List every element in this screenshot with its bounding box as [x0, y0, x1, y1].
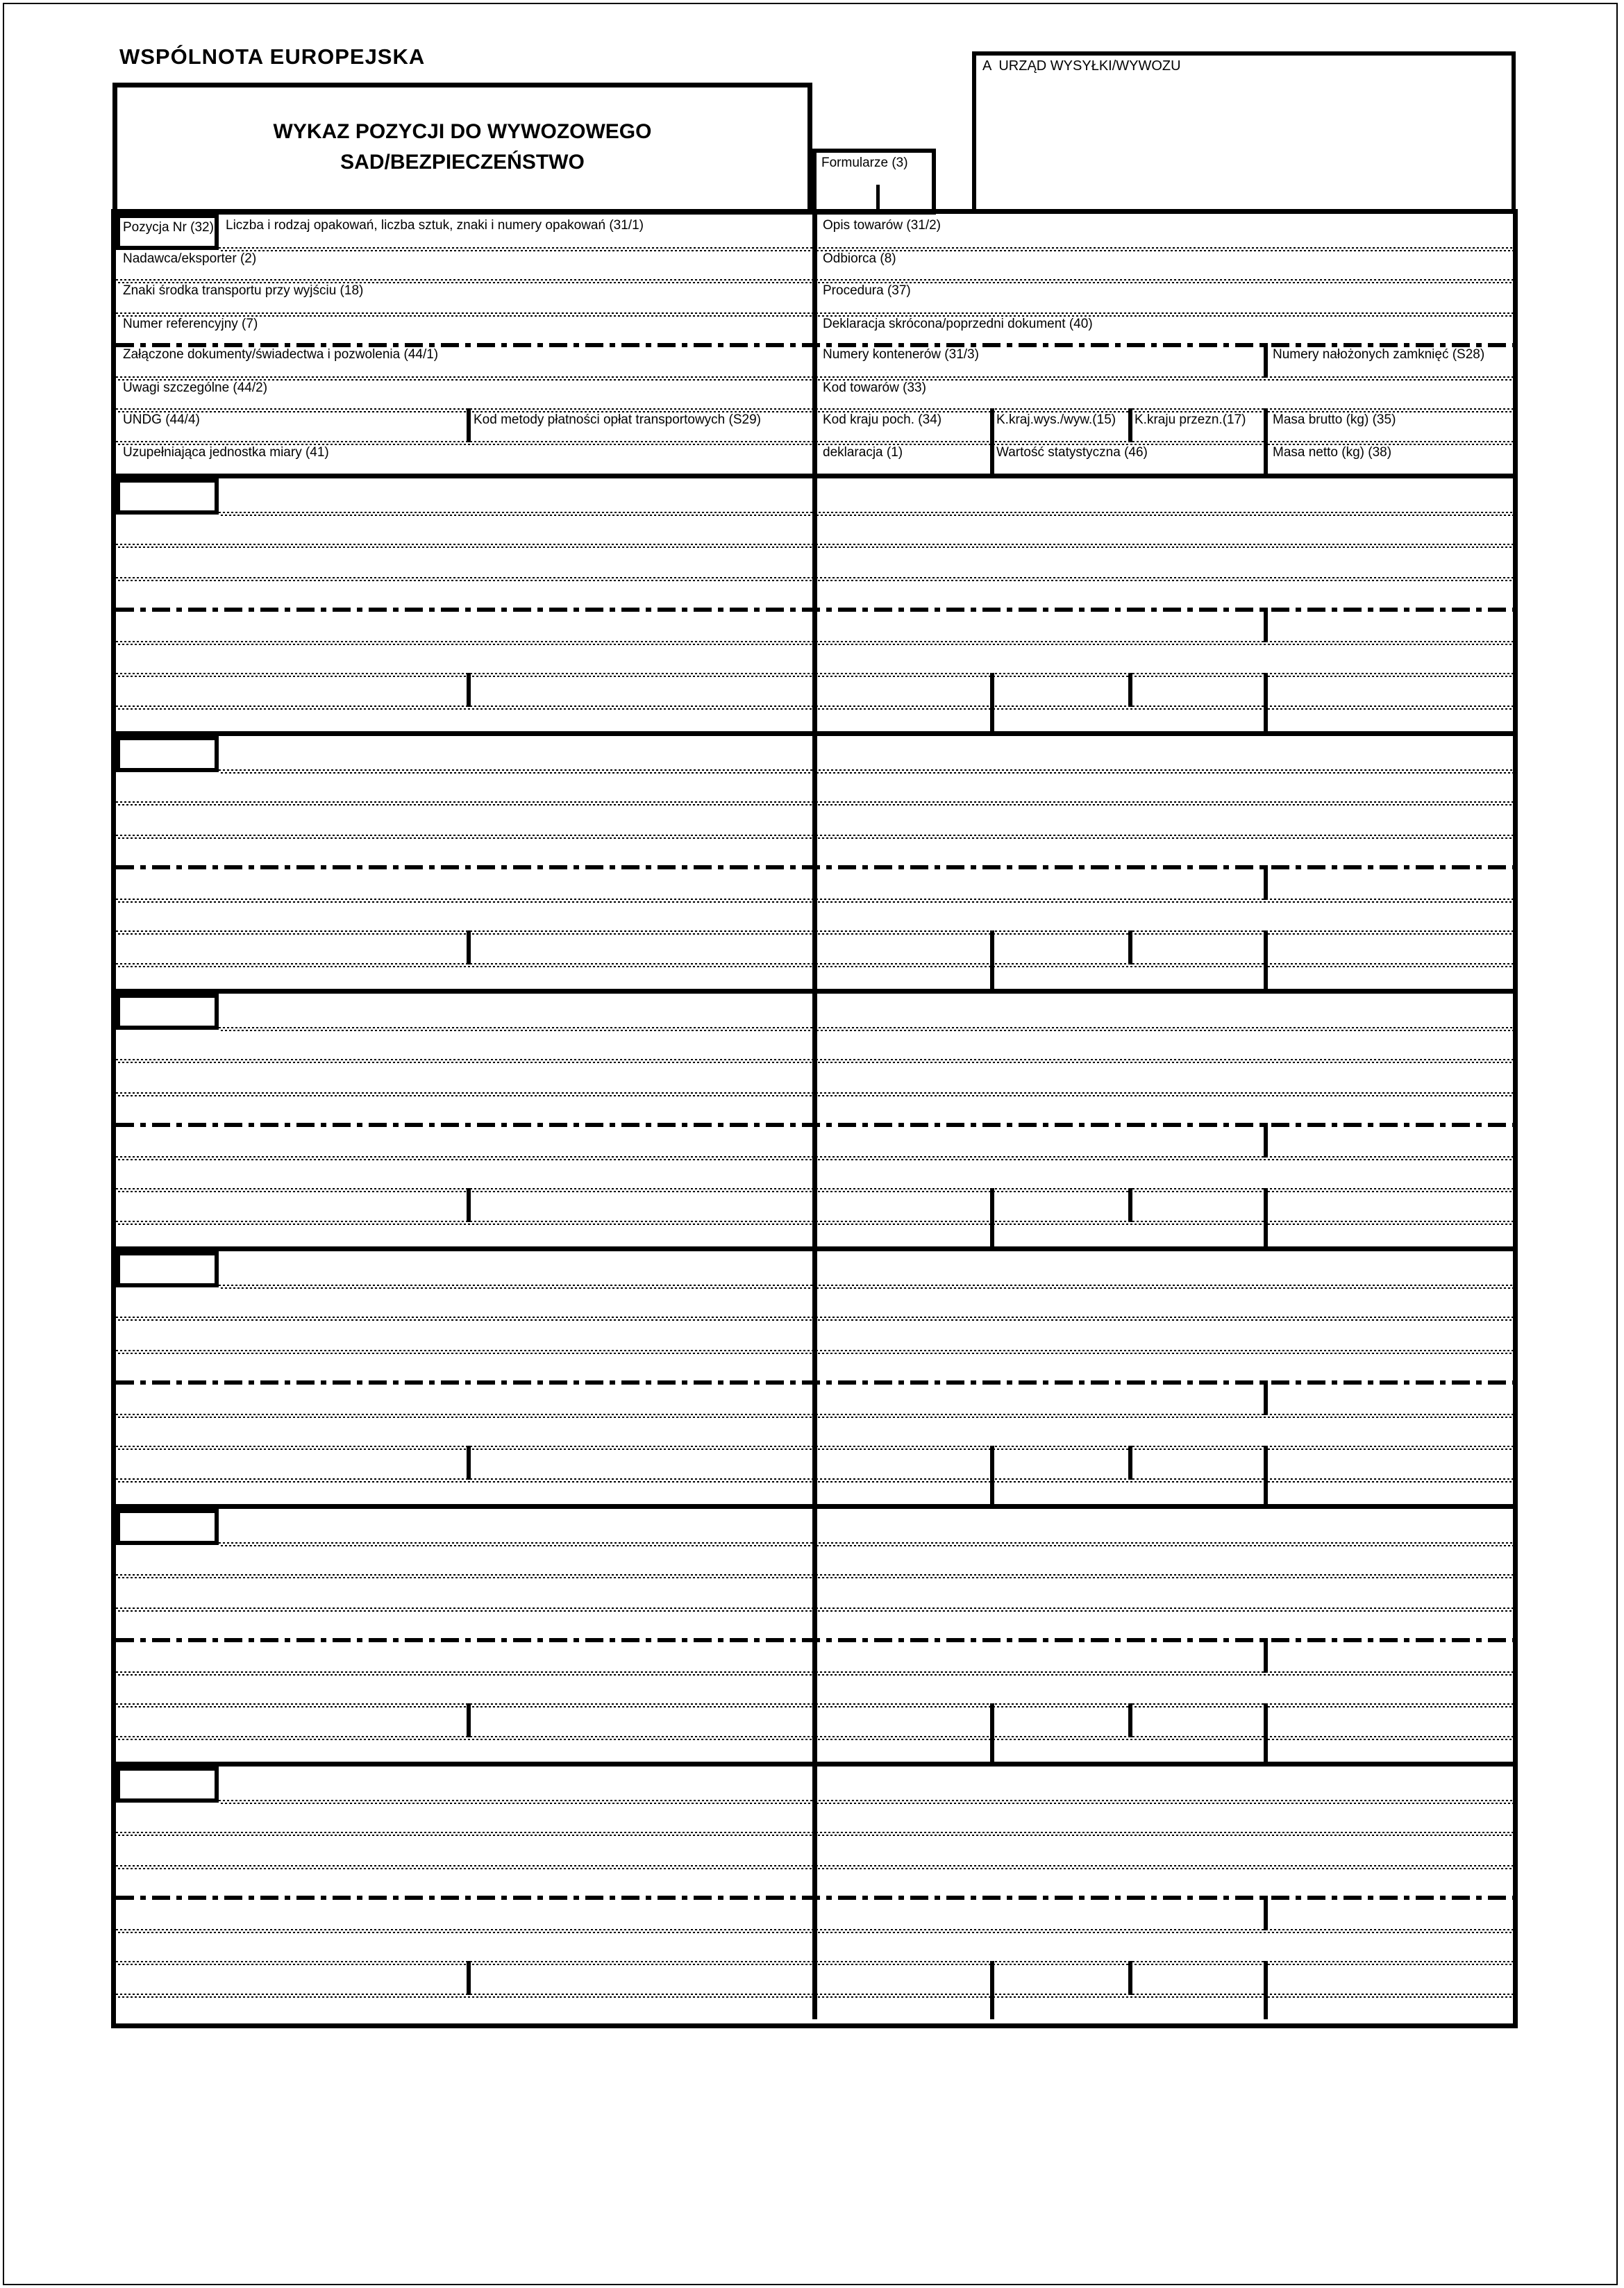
row-separator-dotted: [116, 1608, 1513, 1612]
column-divider-center: [812, 478, 817, 731]
divider-country-dest: [1128, 1961, 1132, 1995]
divider-seals: [1264, 608, 1268, 642]
row-separator-dashdot: [116, 608, 1513, 612]
divider-country-dest: [1128, 1703, 1132, 1737]
row-separator-dotted: [116, 1865, 1513, 1869]
divider-country-origin: [990, 1446, 994, 1504]
row-separator-dotted: [219, 512, 1513, 516]
item-block: [116, 1246, 1513, 1504]
divider-payment-method: [467, 408, 471, 442]
row-separator-dotted: [116, 801, 1513, 805]
row-separator-dotted: [116, 835, 1513, 839]
divider-mass: [1264, 1446, 1268, 1504]
row-separator-dotted: [219, 1285, 1513, 1289]
divider-payment-method: [467, 673, 471, 707]
label-masa-netto: Masa netto (kg) (38): [1273, 445, 1392, 460]
community-title: WSPÓLNOTA EUROPEJSKA: [119, 44, 426, 69]
divider-mass: [1264, 1703, 1268, 1762]
label-masa-brutto: Masa brutto (kg) (35): [1273, 412, 1396, 427]
divider-payment-method: [467, 930, 471, 965]
formularze-label: Formularze (3): [821, 156, 908, 170]
label-procedura: Procedura (37): [823, 283, 911, 298]
label-odbiorca: Odbiorca (8): [823, 251, 896, 266]
divider-payment-method: [467, 1188, 471, 1222]
formularze-cell-divider: [876, 185, 880, 210]
label-nadawca: Nadawca/eksporter (2): [123, 251, 257, 266]
row-separator-dashdot: [116, 1380, 1513, 1385]
items-table: [111, 209, 1518, 2028]
row-separator-dotted: [116, 1574, 1513, 1578]
row-separator-dotted: [116, 673, 1513, 677]
item-pozycja-nr-box: [116, 1251, 219, 1287]
dispatch-office-box: [972, 51, 1516, 214]
item-block: [116, 731, 1513, 989]
row-separator-dotted: [116, 1156, 1513, 1160]
label-uwagi-szczegolne: Uwagi szczególne (44/2): [123, 381, 268, 395]
row-separator-dotted: [116, 1703, 1513, 1707]
row-separator-dotted: [116, 1961, 1513, 1965]
header-block: [116, 214, 1513, 474]
divider-country-origin: [990, 408, 994, 474]
row-separator-dotted: [219, 1800, 1513, 1804]
label-zalaczone-dokumenty: Załączone dokumenty/świadectwa i pozwolenia (44/1): [123, 347, 439, 362]
pozycja-nr-box: [116, 214, 219, 250]
label-deklaracja: deklaracja (1): [823, 445, 903, 460]
form-title-line2: SAD/BEZPIECZEŃSTWO: [340, 151, 585, 174]
form-title-line1: WYKAZ POZYCJI DO WYWOZOWEGO: [273, 120, 652, 143]
divider-mass: [1264, 673, 1268, 731]
row-separator-dotted: [116, 1059, 1513, 1063]
row-separator-dotted: [116, 1414, 1513, 1418]
divider-seals: [1264, 343, 1268, 378]
divider-country-dest: [1128, 673, 1132, 707]
row-separator-dashdot: [116, 865, 1513, 869]
row-separator-dotted: [116, 544, 1513, 548]
row-separator-dotted: [116, 312, 1513, 317]
item-blocks-container: [116, 474, 1513, 2019]
row-separator-dotted: [116, 930, 1513, 935]
label-deklaracja-skrocona: Deklaracja skrócona/poprzedni dokument (40): [823, 317, 1093, 331]
item-pozycja-nr-box: [116, 736, 219, 772]
item-pozycja-nr-box: [116, 1767, 219, 1803]
row-separator-dotted: [116, 1446, 1513, 1450]
divider-country-dest: [1128, 1446, 1132, 1480]
row-separator-dotted: [116, 577, 1513, 581]
row-separator-dotted: [116, 376, 1513, 381]
dispatch-office-label: A URZĄD WYSYŁKI/WYWOZU: [982, 58, 1181, 74]
column-divider-center: [812, 994, 817, 1246]
label-znaki-transportu: Znaki środka transportu przy wyjściu (18): [123, 283, 364, 298]
column-divider-center: [812, 1251, 817, 1504]
row-separator-dotted: [116, 1478, 1513, 1483]
label-wartosc-statystyczna: Wartość statystyczna (46): [996, 445, 1148, 460]
divider-payment-method: [467, 1446, 471, 1480]
row-separator-dotted: [116, 1188, 1513, 1192]
row-separator-dashdot: [116, 1896, 1513, 1900]
label-k-kraju-przezn: K.kraju przezn.(17): [1135, 412, 1246, 427]
label-opis-towarow: Opis towarów (31/2): [823, 218, 941, 233]
row-separator-dotted: [116, 705, 1513, 710]
row-separator-dotted: [116, 1736, 1513, 1740]
row-separator-dotted: [116, 1221, 1513, 1225]
row-separator-dotted: [219, 1027, 1513, 1031]
divider-mass: [1264, 1188, 1268, 1246]
label-kod-metody: Kod metody płatności opłat transportowych (S29): [474, 412, 761, 427]
row-separator-dashdot: [116, 1638, 1513, 1642]
label-uzupelniajaca: Uzupełniająca jednostka miary (41): [123, 445, 329, 460]
divider-seals: [1264, 1638, 1268, 1673]
label-k-kraj-wys: K.kraj.wys./wyw.(15): [996, 412, 1116, 427]
label-numer-referencyjny: Numer referencyjny (7): [123, 317, 258, 331]
row-separator-dotted: [219, 1542, 1513, 1546]
divider-country-origin: [990, 1703, 994, 1762]
label-numery-kontenerow: Numery kontenerów (31/3): [823, 347, 979, 362]
divider-country-origin: [990, 1188, 994, 1246]
divider-country-origin: [990, 1961, 994, 2019]
row-separator-dotted: [116, 1350, 1513, 1354]
column-divider-center: [812, 736, 817, 989]
divider-payment-method: [467, 1703, 471, 1737]
item-block: [116, 474, 1513, 731]
label-numery-zamkniec: Numery nałożonych zamknięć (S28): [1273, 347, 1485, 362]
label-liczba-opakowan: Liczba i rodzaj opakowań, liczba sztuk, znaki i numery opakowań (31/1): [226, 218, 644, 233]
divider-country-origin: [990, 930, 994, 989]
label-pozycja-nr: Pozycja Nr (32): [123, 220, 214, 235]
divider-seals: [1264, 1896, 1268, 1930]
row-separator-dotted: [219, 769, 1513, 774]
column-divider-center: [812, 1767, 817, 2019]
divider-seals: [1264, 1123, 1268, 1158]
row-separator-dotted: [116, 1994, 1513, 1998]
divider-country-origin: [990, 673, 994, 731]
divider-country-dest: [1128, 1188, 1132, 1222]
item-block: [116, 989, 1513, 1246]
formularze-box: [812, 149, 936, 215]
row-separator-dashdot: [116, 1123, 1513, 1127]
divider-mass: [1264, 408, 1268, 474]
row-separator-dotted: [116, 899, 1513, 903]
label-undg: UNDG (44/4): [123, 412, 200, 427]
divider-seals: [1264, 865, 1268, 900]
label-kod-towarow: Kod towarów (33): [823, 381, 926, 395]
row-separator-dotted: [116, 1317, 1513, 1321]
row-separator-dotted: [116, 641, 1513, 645]
column-divider-center: [812, 1509, 817, 1762]
row-separator-dotted: [116, 1832, 1513, 1836]
item-block: [116, 1762, 1513, 2019]
divider-payment-method: [467, 1961, 471, 1995]
label-kod-kraju-poch: Kod kraju poch. (34): [823, 412, 942, 427]
row-separator-dotted: [116, 1092, 1513, 1096]
divider-country-dest: [1128, 408, 1132, 442]
divider-mass: [1264, 930, 1268, 989]
divider-country-dest: [1128, 930, 1132, 965]
item-pozycja-nr-box: [116, 1509, 219, 1545]
row-separator-dotted: [116, 963, 1513, 967]
item-block: [116, 1504, 1513, 1762]
form-title-box: [112, 83, 812, 215]
item-pozycja-nr-box: [116, 994, 219, 1030]
divider-mass: [1264, 1961, 1268, 2019]
item-pozycja-nr-box: [116, 478, 219, 515]
row-separator-dotted: [116, 1671, 1513, 1676]
divider-seals: [1264, 1380, 1268, 1415]
row-separator-dotted: [116, 1929, 1513, 1933]
